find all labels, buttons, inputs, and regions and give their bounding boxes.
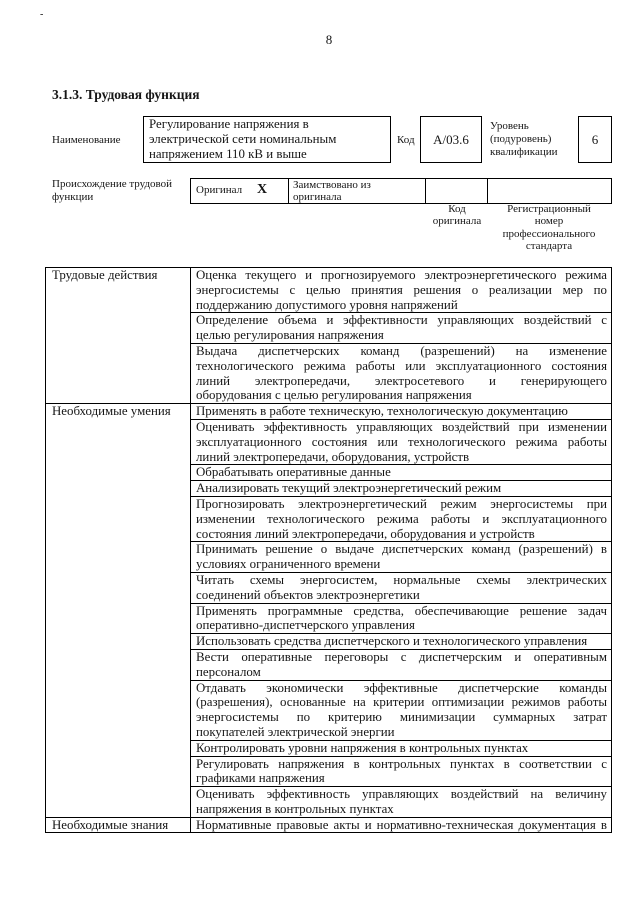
row-text-line: энергосистемы с целью принятия решения о реализации мер по	[196, 282, 607, 297]
row-text-line: Определение объема и эффективности управляющих воздействий с	[196, 313, 607, 328]
row-text-line: Контролировать уровни напряжения в контрольных пунктах	[196, 740, 529, 755]
group-rows	[191, 818, 611, 833]
original-label: Оригинал	[196, 184, 243, 196]
table-row	[191, 604, 611, 635]
page-number: 8	[325, 32, 333, 47]
row-text-line: Анализировать текущий электроэнергетический режим	[196, 481, 502, 496]
table-row	[191, 313, 611, 344]
row-text-line: напряжения в контрольных пунктах	[196, 801, 394, 816]
group-label: Необходимые умения	[46, 404, 191, 817]
row-text-line: Оценка текущего и прогнозируемого электроэнергетического режима	[196, 268, 607, 282]
table-row	[191, 818, 611, 833]
row-text-line: Использовать средства диспетчерского и технологического управления	[196, 634, 588, 649]
row-text-line: графиками напряжения	[196, 771, 325, 786]
group-labor-actions	[46, 268, 611, 404]
registration-number-caption: Регистрационный номер профессионального стандарта	[502, 203, 596, 252]
row-text-line: Регулировать напряжения в контрольных пунктах в соответствии с	[196, 756, 607, 771]
table-row	[191, 787, 611, 817]
code-label: Код	[397, 134, 415, 146]
row-text-line: соединений объектов электроэнергетики	[196, 587, 420, 602]
table-row	[191, 681, 611, 741]
row-text-line: Оценивать эффективность управляющих воздействий на величину	[196, 787, 607, 802]
table-row	[191, 497, 611, 542]
row-text-line: Применять программные средства, обеспечивающие решение задач	[196, 603, 607, 618]
function-code-box: А/03.6	[420, 116, 482, 163]
row-text-line: условиях ограниченного времени	[196, 557, 381, 572]
row-text-line: Нормативные правовые акты и нормативно-техническая документация в	[196, 817, 607, 832]
name-label: Наименование	[52, 134, 121, 146]
group-label: Необходимые знания	[46, 818, 191, 833]
row-text-line: персоналом	[196, 664, 261, 679]
row-text-line: изменении технологического режима работы и эксплуатационного	[196, 511, 607, 526]
table-row	[191, 650, 611, 681]
borrowed-label: Заимствовано из оригинала	[293, 179, 371, 203]
qualification-level-label: Уровень (подуровень) квалификации	[490, 120, 558, 158]
row-text-line: Принимать решение о выдаче диспетчерских команд (разрешений) в	[196, 542, 607, 557]
group-label: Трудовые действия	[46, 268, 191, 403]
row-text-line: Выдача диспетчерских команд (разрешений) на изменение	[196, 343, 607, 358]
registration-number-cell	[487, 178, 612, 204]
original-code-cell	[425, 178, 488, 204]
row-text-line: Вести оперативные переговоры с диспетчерским и оперативным	[196, 649, 607, 664]
row-text-line: поддержанию допустимого уровня напряжений	[196, 297, 458, 312]
table-row	[191, 481, 611, 497]
work-function-details-table	[45, 267, 612, 833]
row-text-line: линий электропередачи, оборудования, устройств	[196, 449, 470, 464]
row-text-line: технологического режима работы или эксплуатационного состояния	[196, 358, 607, 373]
origin-label: Происхождение трудовой функции	[52, 178, 173, 203]
row-text-line: Оценивать эффективность управляющих воздействий при изменении	[196, 419, 607, 434]
row-text-line: целью регулирования напряжения	[196, 328, 384, 343]
row-text-line: покупателей электрической энергии	[196, 724, 395, 739]
section-heading: 3.1.3. Трудовая функция	[52, 87, 200, 102]
group-rows	[191, 404, 611, 817]
row-text-line: состояния линий электропередачи, оборудования и устройств	[196, 526, 535, 541]
row-text-line: оборудования с целью регулирования напряжения	[196, 388, 472, 403]
table-row	[191, 757, 611, 788]
function-name-box: Регулирование напряжения в электрической сети номинальным напряжением 110 кВ и выше	[143, 116, 391, 163]
row-text-line: Прогнозировать электроэнергетический режим энергосистемы при	[196, 496, 607, 511]
table-row	[191, 634, 611, 650]
table-row	[191, 268, 611, 313]
group-rows	[191, 268, 611, 403]
table-row	[191, 573, 611, 604]
row-text-line: Читать схемы энергосистем, нормальные схемы электрических	[196, 572, 607, 587]
row-text-line: энергосистемы по критерию минимизации суммарных затрат	[196, 710, 607, 725]
row-text-line: Применять в работе техническую, технологическую документацию	[196, 404, 568, 419]
group-required-skills	[46, 404, 611, 818]
table-row	[191, 404, 611, 420]
row-text-line: Отдавать экономически эффективные диспетчерские команды	[196, 680, 607, 695]
qualification-level-box: 6	[578, 116, 612, 163]
table-row	[191, 741, 611, 757]
row-text-line: оперативно-диспетчерского управления	[196, 618, 415, 633]
table-row	[191, 420, 611, 465]
original-mark: X	[257, 182, 268, 197]
row-text-line: линий электропередачи, электросетевого и генерирующего	[196, 373, 607, 388]
table-row	[191, 542, 611, 573]
corner-mark: -	[40, 9, 44, 20]
row-text-line: эксплуатационного состояния или технологического режима работы	[196, 434, 607, 449]
table-row	[191, 344, 611, 403]
group-required-knowledge	[46, 818, 611, 834]
row-text-line: (разрешения), основанные на критерии оптимизации режимов работы	[196, 695, 607, 710]
row-text-line: Обрабатывать оперативные данные	[196, 465, 391, 480]
table-row	[191, 465, 611, 481]
original-code-caption: Код оригинала	[432, 203, 482, 228]
